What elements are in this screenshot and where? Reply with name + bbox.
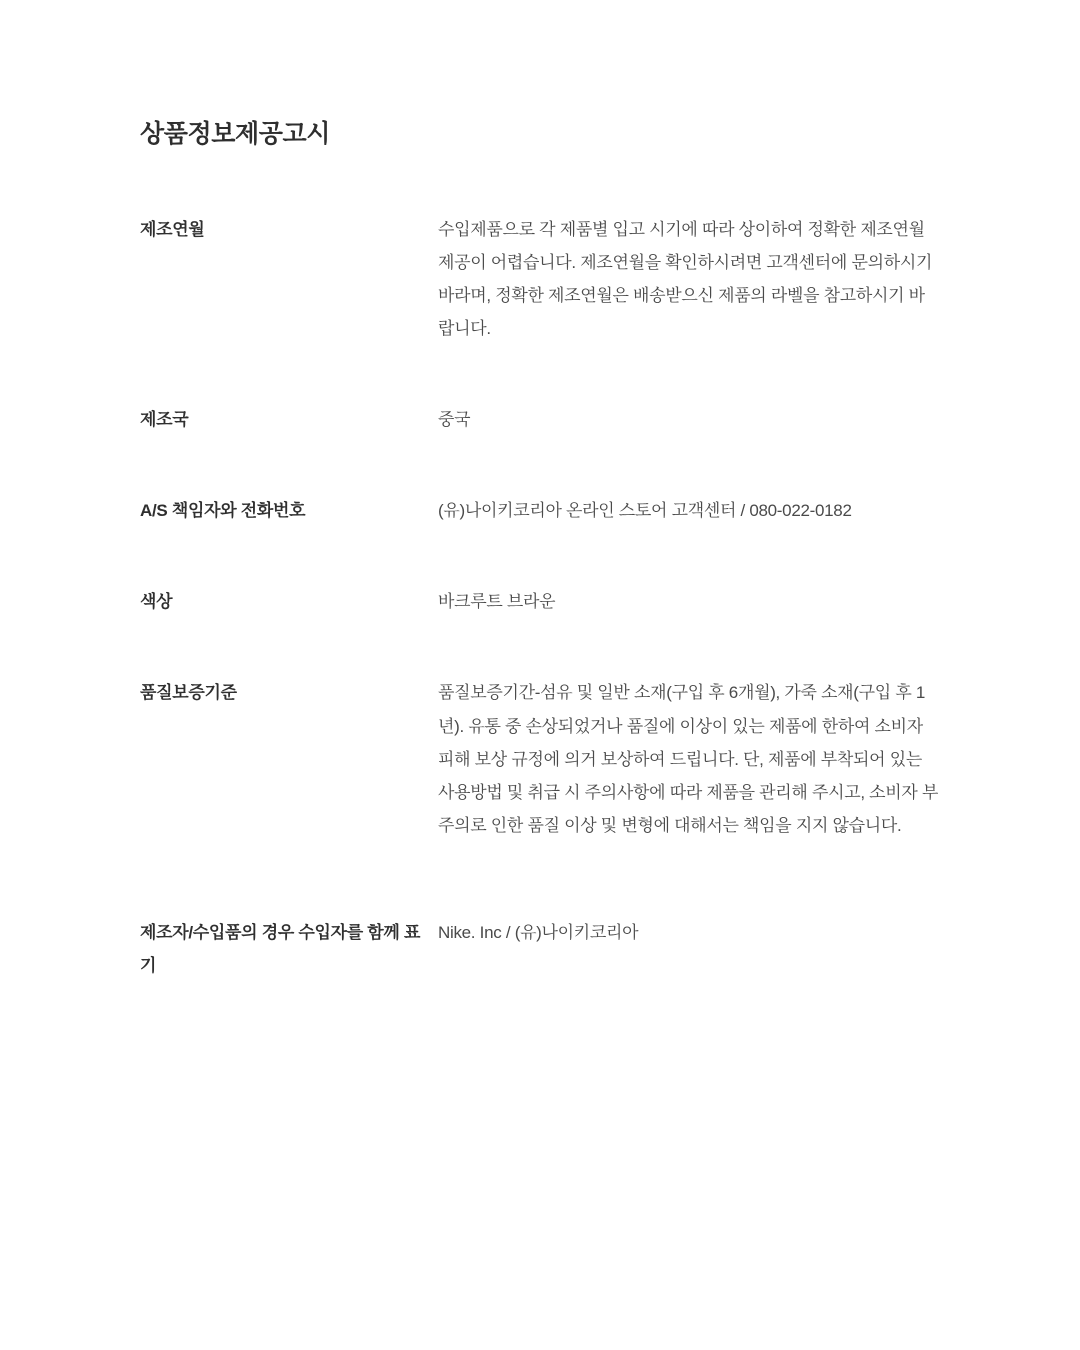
- row-spacer: [140, 345, 940, 403]
- table-row: [140, 494, 940, 527]
- row-spacer: [140, 618, 940, 676]
- row-label-warranty: 품질보증기준: [140, 683, 237, 703]
- row-value-as-contact: (유)나이키코리아 온라인 스토어 고객센터 / 080-022-0182: [438, 501, 852, 521]
- row-label-manufacturer-importer: 제조자/수입품의 경우 수입자를 함께 표기: [140, 923, 421, 976]
- row-value-warranty: 품질보증기간-섬유 및 일반 소재(구입 후 6개월), 가죽 소재(구입 후 1년). 유통 중 손상되었거나 품질에 이상이 있는 제품에 한하여 소비자 피해 보상 규정에 의거 보상하여 드립니다. 단, 제품에 부착되어 있는 사용방법 및 취급 시 주의사항에 따라 제품을 관리해 주시고, 소비자 부주의로 인한 품질 이상 및 변형에 대해서는 책임을 지지 않습니다.: [438, 683, 939, 836]
- table-row: [140, 916, 940, 982]
- row-label-country-of-origin: 제조국: [140, 410, 189, 430]
- product-info-table: [140, 213, 940, 983]
- table-row: [140, 403, 940, 436]
- page-title: 상품정보제공고시: [140, 120, 331, 148]
- row-spacer: [140, 842, 940, 916]
- row-value-color: 바크루트 브라운: [438, 592, 556, 612]
- table-row: [140, 213, 940, 346]
- row-label-manufacture-date: 제조연월: [140, 219, 205, 239]
- row-value-country-of-origin: 중국: [438, 410, 471, 430]
- table-row: [140, 585, 940, 618]
- row-label-color: 색상: [140, 592, 173, 612]
- row-spacer: [140, 436, 940, 494]
- row-spacer: [140, 527, 940, 585]
- row-value-manufacture-date: 수입제품으로 각 제품별 입고 시기에 따라 상이하여 정확한 제조연월 제공이 어렵습니다. 제조연월을 확인하시려면 고객센터에 문의하시기 바라며, 정확한 제조연월은 배송받으신 제품의 라벨을 참고하시기 바랍니다.: [438, 219, 933, 338]
- table-row: [140, 676, 940, 842]
- row-value-manufacturer-importer: Nike. Inc / (유)나이키코리아: [438, 923, 639, 943]
- row-label-as-contact: A/S 책임자와 전화번호: [140, 501, 306, 521]
